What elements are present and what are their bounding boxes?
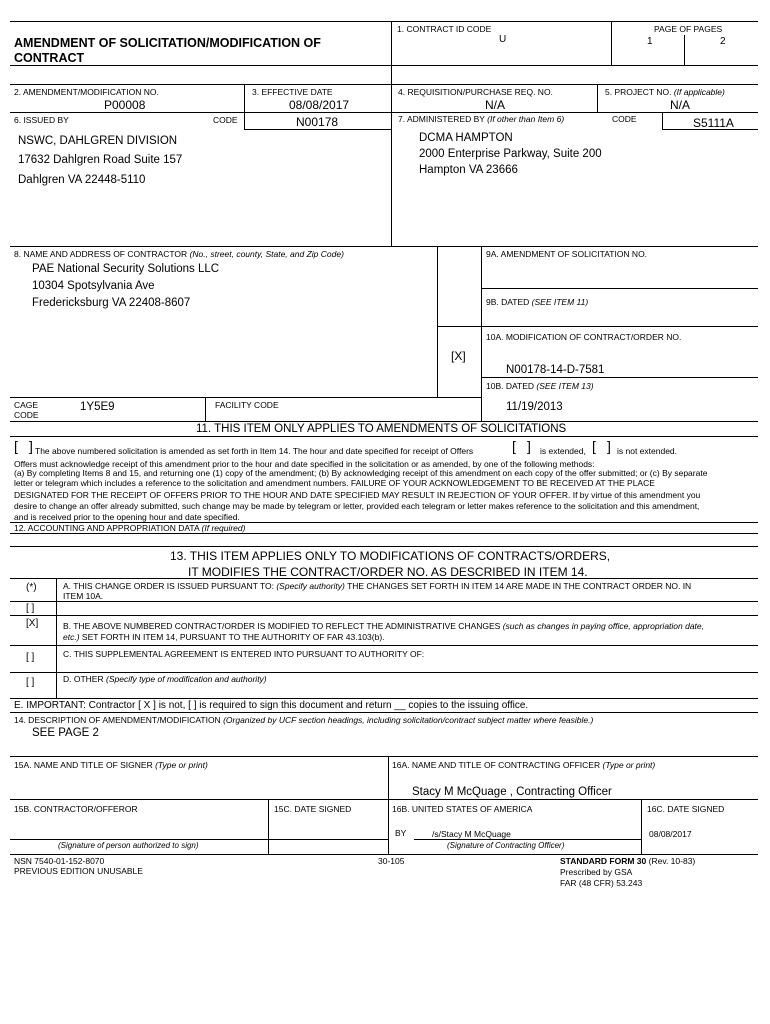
value-10a: N00178-14-D-7581 (506, 364, 605, 376)
issuer-address: 17632 Dahlgren Road Suite 157 (18, 154, 183, 166)
label-16c: 16C. DATE SIGNED (647, 804, 725, 814)
not-extended-label: is not extended. (617, 446, 678, 456)
item14-label: 14. DESCRIPTION OF AMENDMENT/MODIFICATION (Organized by UCF section headings, including solicitation/contract subject matter where feasible.) (14, 715, 594, 725)
project-no-value: N/A (670, 98, 691, 112)
item13-title-line1: 13. THIS ITEM APPLIES ONLY TO MODIFICATIONS OF CONTRACTS/ORDERS, (170, 549, 611, 563)
label-10b: 10B. DATED (SEE ITEM 13) (486, 381, 594, 391)
issued-code-value: N00178 (296, 115, 339, 129)
issuer-name: NSWC, DAHLGREN DIVISION (18, 135, 178, 147)
item11-line3: (a) By completing Items 8 and 15, and returning one (1) copy of the amendment; (b) By acknowledging receipt of this amendment on each copy of the offer submitted; or (c) By separate (14, 468, 708, 478)
not-extended-bracket-close: ] (607, 438, 611, 454)
item11-line2: Offers must acknowledge receipt of this amendment prior to the hour and date specified in the solicitation or as amended, by one of the following methods: (14, 459, 595, 469)
contractor-city: Fredericksburg VA 22408-8607 (32, 297, 191, 309)
label-15a: 15A. NAME AND TITLE OF SIGNER (Type or print) (14, 760, 208, 770)
sig-officer-caption: (Signature of Contracting Officer) (447, 841, 565, 850)
requisition-value: N/A (485, 98, 506, 112)
issued-code-label: CODE (213, 115, 238, 125)
item14-value: SEE PAGE 2 (32, 727, 99, 739)
contractor-name: PAE National Security Solutions LLC (32, 263, 220, 275)
contractor-label: 8. NAME AND ADDRESS OF CONTRACTOR (No., street, county, State, and Zip Code) (14, 249, 344, 259)
item13a-text: A. THIS CHANGE ORDER IS ISSUED PURSUANT TO: (Specify authority) THE CHANGES SET FORTH IN ITEM 14 ARE MADE IN THE CONTRACT ORDER NO. IN (63, 581, 692, 591)
facility-code-label: FACILITY CODE (215, 400, 279, 410)
extended-bracket-open: [ (512, 438, 516, 454)
requisition-label: 4. REQUISITION/PURCHASE REQ. NO. (398, 87, 553, 97)
contract-id-label: 1. CONTRACT ID CODE (397, 24, 492, 34)
item13d-check[interactable]: [ ] (26, 677, 35, 688)
footer-nsn: NSN 7540-01-152-8070 (14, 856, 105, 866)
extended-bracket-close: ] (527, 438, 531, 454)
item11-bracket-open: [ (14, 438, 18, 454)
footer-code: 30-105 (378, 856, 405, 866)
admin-city: Hampton VA 23666 (419, 164, 518, 176)
page-number: 1 (647, 36, 653, 47)
item13c-check[interactable]: [ ] (26, 652, 35, 663)
effective-date-value: 08/08/2017 (289, 98, 350, 112)
not-extended-bracket-open: [ (592, 438, 596, 454)
admin-name: DCMA HAMPTON (419, 132, 513, 144)
label-9b: 9B. DATED (SEE ITEM 11) (486, 297, 589, 307)
item13b-text-cont: etc.) SET FORTH IN ITEM 14, PURSUANT TO THE AUTHORITY OF FAR 43.103(b). (63, 632, 385, 642)
label-15b: 15B. CONTRACTOR/OFFEROR (14, 804, 138, 814)
contract-id-value: U (499, 34, 507, 45)
item13c-text: C. THIS SUPPLEMENTAL AGREEMENT IS ENTERED INTO PURSUANT TO AUTHORITY OF: (63, 649, 425, 659)
footer-form: STANDARD FORM 30 (Rev. 10-83) (560, 856, 696, 866)
label-16a: 16A. NAME AND TITLE OF CONTRACTING OFFICER (Type or print) (392, 760, 656, 770)
footer-previous: PREVIOUS EDITION UNUSABLE (14, 866, 143, 876)
value-16a: Stacy M McQuage , Contracting Officer (412, 786, 612, 798)
administered-code-value: S5111A (693, 116, 734, 130)
form-title-line2: CONTRACT (14, 51, 85, 65)
issued-by-label: 6. ISSUED BY (14, 115, 69, 125)
item13b-check[interactable]: [X] (26, 618, 39, 629)
item11-line6: desire to change an offer already submitted, such change may be made by telegram or letter, provided each telegram or letter makes reference to the solicitation and this amendment, (14, 501, 700, 511)
value-16b: /s/Stacy M McQuage (432, 829, 511, 839)
item13b-text: B. THE ABOVE NUMBERED CONTRACT/ORDER IS MODIFIED TO REFLECT THE ADMINISTRATIVE CHANGES (such as changes in paying office, appropriation date, (63, 621, 705, 631)
label-9a: 9A. AMENDMENT OF SOLICITATION NO. (486, 249, 648, 259)
label-15c: 15C. DATE SIGNED (274, 804, 352, 814)
page-of-pages-label: PAGE OF PAGES (654, 24, 723, 34)
administered-code-label: CODE (612, 114, 637, 124)
contractor-address: 10304 Spotsylvania Ave (32, 280, 155, 292)
administered-by-label: 7. ADMINISTERED BY (If other than Item 6) (398, 114, 565, 124)
footer-prescribed: Prescribed by GSA (560, 867, 633, 877)
footer-far: FAR (48 CFR) 53.243 (560, 878, 643, 888)
item12-label: 12. ACCOUNTING AND APPROPRIATION DATA (If required) (14, 523, 246, 533)
pages-total: 2 (720, 36, 726, 47)
item11-bracket-close: ] (29, 438, 33, 454)
item11-line5: DESIGNATED FOR THE RECEIPT OF OFFERS PRIOR TO THE HOUR AND DATE SPECIFIED MAY RESULT IN REJECTION OF YOUR OFFER. If by virtue of this amendment you (14, 490, 701, 500)
amendment-no-label: 2. AMENDMENT/MODIFICATION NO. (14, 87, 159, 97)
blank-check[interactable]: [ ] (26, 603, 35, 614)
item13a-text-cont: ITEM 10A. (63, 591, 104, 601)
project-no-label: 5. PROJECT NO. (If applicable) (605, 87, 725, 97)
admin-address: 2000 Enterprise Parkway, Suite 200 (419, 148, 602, 160)
label-10a: 10A. MODIFICATION OF CONTRACT/ORDER NO. (486, 332, 682, 342)
value-10b: 11/19/2013 (506, 401, 563, 413)
effective-date-label: 3. EFFECTIVE DATE (252, 87, 333, 97)
issuer-city: Dahlgren VA 22448-5110 (18, 174, 146, 186)
item13d-text: D. OTHER (Specify type of modification and authority) (63, 674, 267, 684)
label-16b: 16B. UNITED STATES OF AMERICA (392, 804, 533, 814)
item11-line7: and is received prior to the opening hour and date specified. (14, 512, 240, 522)
item11-title: 11. THIS ITEM ONLY APPLIES TO AMENDMENTS OF SOLICITATIONS (196, 423, 567, 435)
by-label: BY (395, 828, 407, 838)
important-check-is-required[interactable]: [ ] (188, 700, 197, 711)
item13a-check[interactable]: (*) (26, 582, 37, 593)
form-title-line1: AMENDMENT OF SOLICITATION/MODIFICATION OF (14, 36, 321, 50)
item11-line4: letter or telegram which includes a reference to the solicitation and amendment numbers. FAILURE OF YOUR ACKNOWLEDGEMENT TO BE RECEIVED AT THE PLACE (14, 478, 655, 488)
sig-person-caption: (Signature of person authorized to sign) (58, 841, 199, 850)
cage-label-2: CODE (14, 410, 39, 420)
item11-line1: The above numbered solicitation is amended as set forth in Item 14. The hour and date specified for receipt of Offers (35, 446, 474, 456)
value-16c: 08/08/2017 (649, 829, 692, 839)
item13-title-line2: IT MODIFIES THE CONTRACT/ORDER NO. AS DESCRIBED IN ITEM 14. (188, 565, 588, 579)
checkbox-10a[interactable]: [X] (451, 349, 466, 363)
important-check-is-not[interactable]: [ X ] (138, 700, 156, 711)
cage-value: 1Y5E9 (80, 401, 115, 413)
copies-count[interactable]: __ (394, 700, 406, 711)
cage-label-1: CAGE (14, 400, 39, 410)
amendment-no-value: P00008 (104, 98, 146, 112)
extended-label: is extended, (540, 446, 586, 456)
important-line: E. IMPORTANT: Contractor [ X ] is not, [ ] is required to sign this document and return __ copies to the issuing office. (14, 700, 529, 711)
